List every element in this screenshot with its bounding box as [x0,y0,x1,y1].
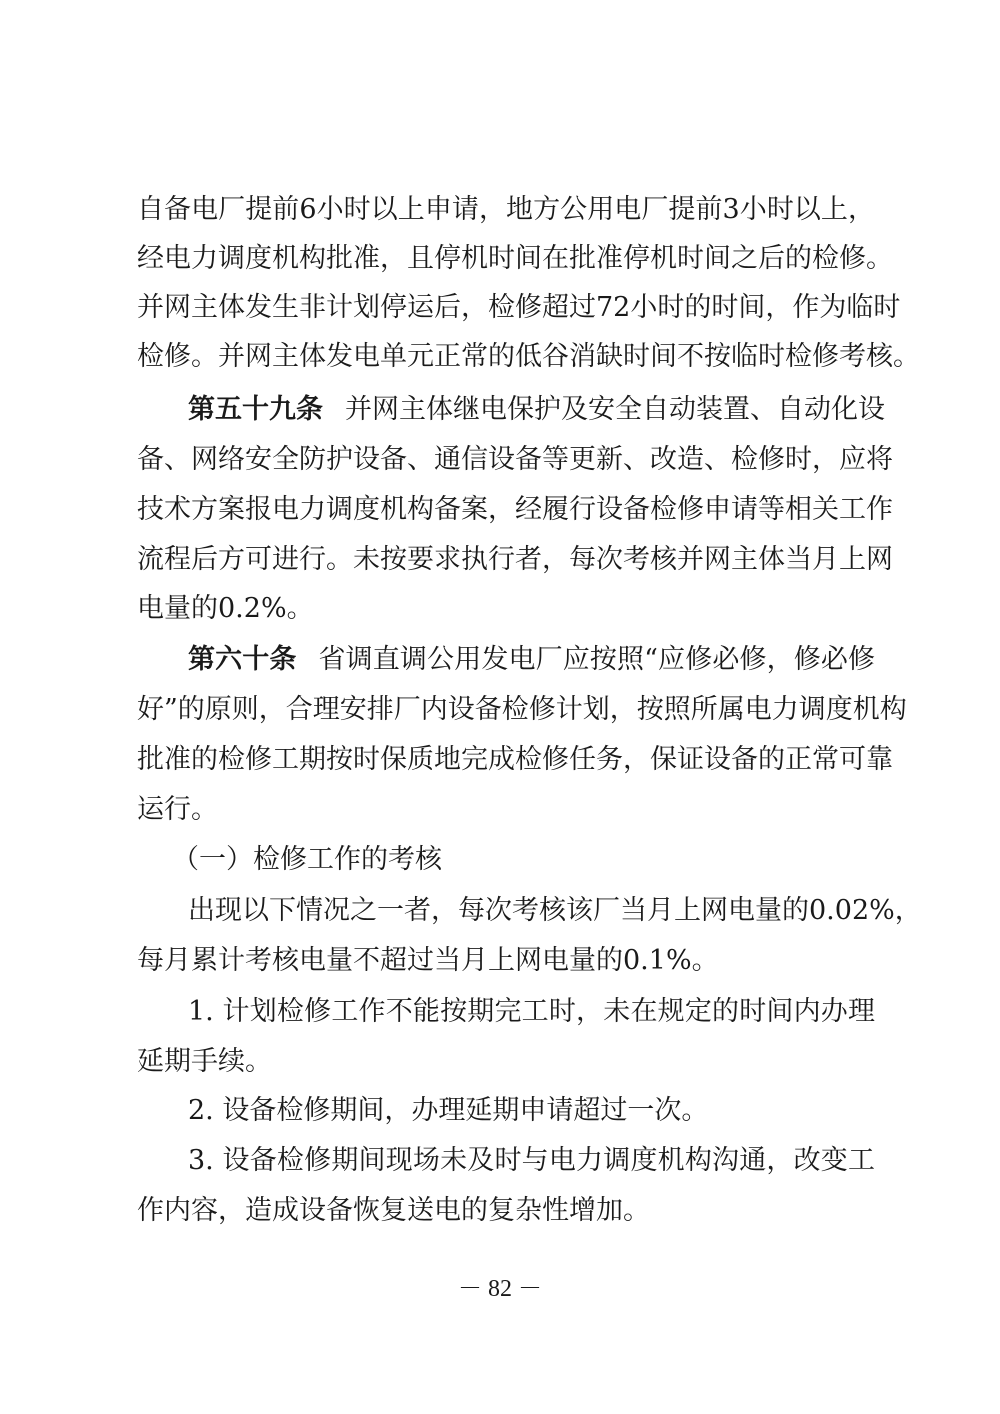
text-line: 好”的原则，合理安排厂内设备检修计划，按照所属电力调度机构 [137,694,907,725]
list-item-3: 3. 设备检修期间现场未及时与电力调度机构沟通，改变工 [188,1145,875,1176]
list-item-1: 1. 计划检修工作不能按期完工时，未在规定的时间内办理 [188,996,875,1027]
text-line: 自备电厂提前6小时以上申请，地方公用电厂提前3小时以上， [137,194,875,225]
text-line: 每月累计考核电量不超过当月上网电量的0.1%。 [137,945,719,976]
text-line: 检修。并网主体发电单元正常的低谷消缺时间不按临时检修考核。 [137,341,920,372]
text-line: 运行。 [137,794,218,825]
text-span: 省调直调公用发电厂应按照“应修必修，修必修 [318,644,875,675]
text-line: 延期手续。 [137,1046,272,1077]
text-span: 并网主体继电保护及安全自动装置、自动化设 [345,394,885,425]
article-59-line [188,390,885,430]
text-line: 电量的0.2%。 [137,593,314,624]
text-line: 流程后方可进行。未按要求执行者，每次考核并网主体当月上网 [137,544,893,575]
text-line: 技术方案报电力调度机构备案，经履行设备检修申请等相关工作 [137,494,893,525]
article-heading: 第五十九条 [188,394,323,425]
page-number: － 82 － [458,1276,542,1302]
section-heading: （一）检修工作的考核 [172,844,442,875]
text-line: 出现以下情况之一者，每次考核该厂当月上网电量的0.02%， [188,895,922,926]
article-heading: 第六十条 [188,644,297,675]
text-line: 经电力调度机构批准，且停机时间在批准停机时间之后的检修。 [137,243,893,274]
text-line: 批准的检修工期按时保质地完成检修任务，保证设备的正常可靠 [137,744,893,775]
list-item-2: 2. 设备检修期间，办理延期申请超过一次。 [188,1095,709,1126]
text-line: 备、网络安全防护设备、通信设备等更新、改造、检修时，应将 [137,444,893,475]
article-60-line [188,640,875,680]
text-line: 作内容，造成设备恢复送电的复杂性增加。 [137,1195,650,1226]
text-line: 并网主体发生非计划停运后，检修超过72小时的时间，作为临时 [137,292,901,323]
